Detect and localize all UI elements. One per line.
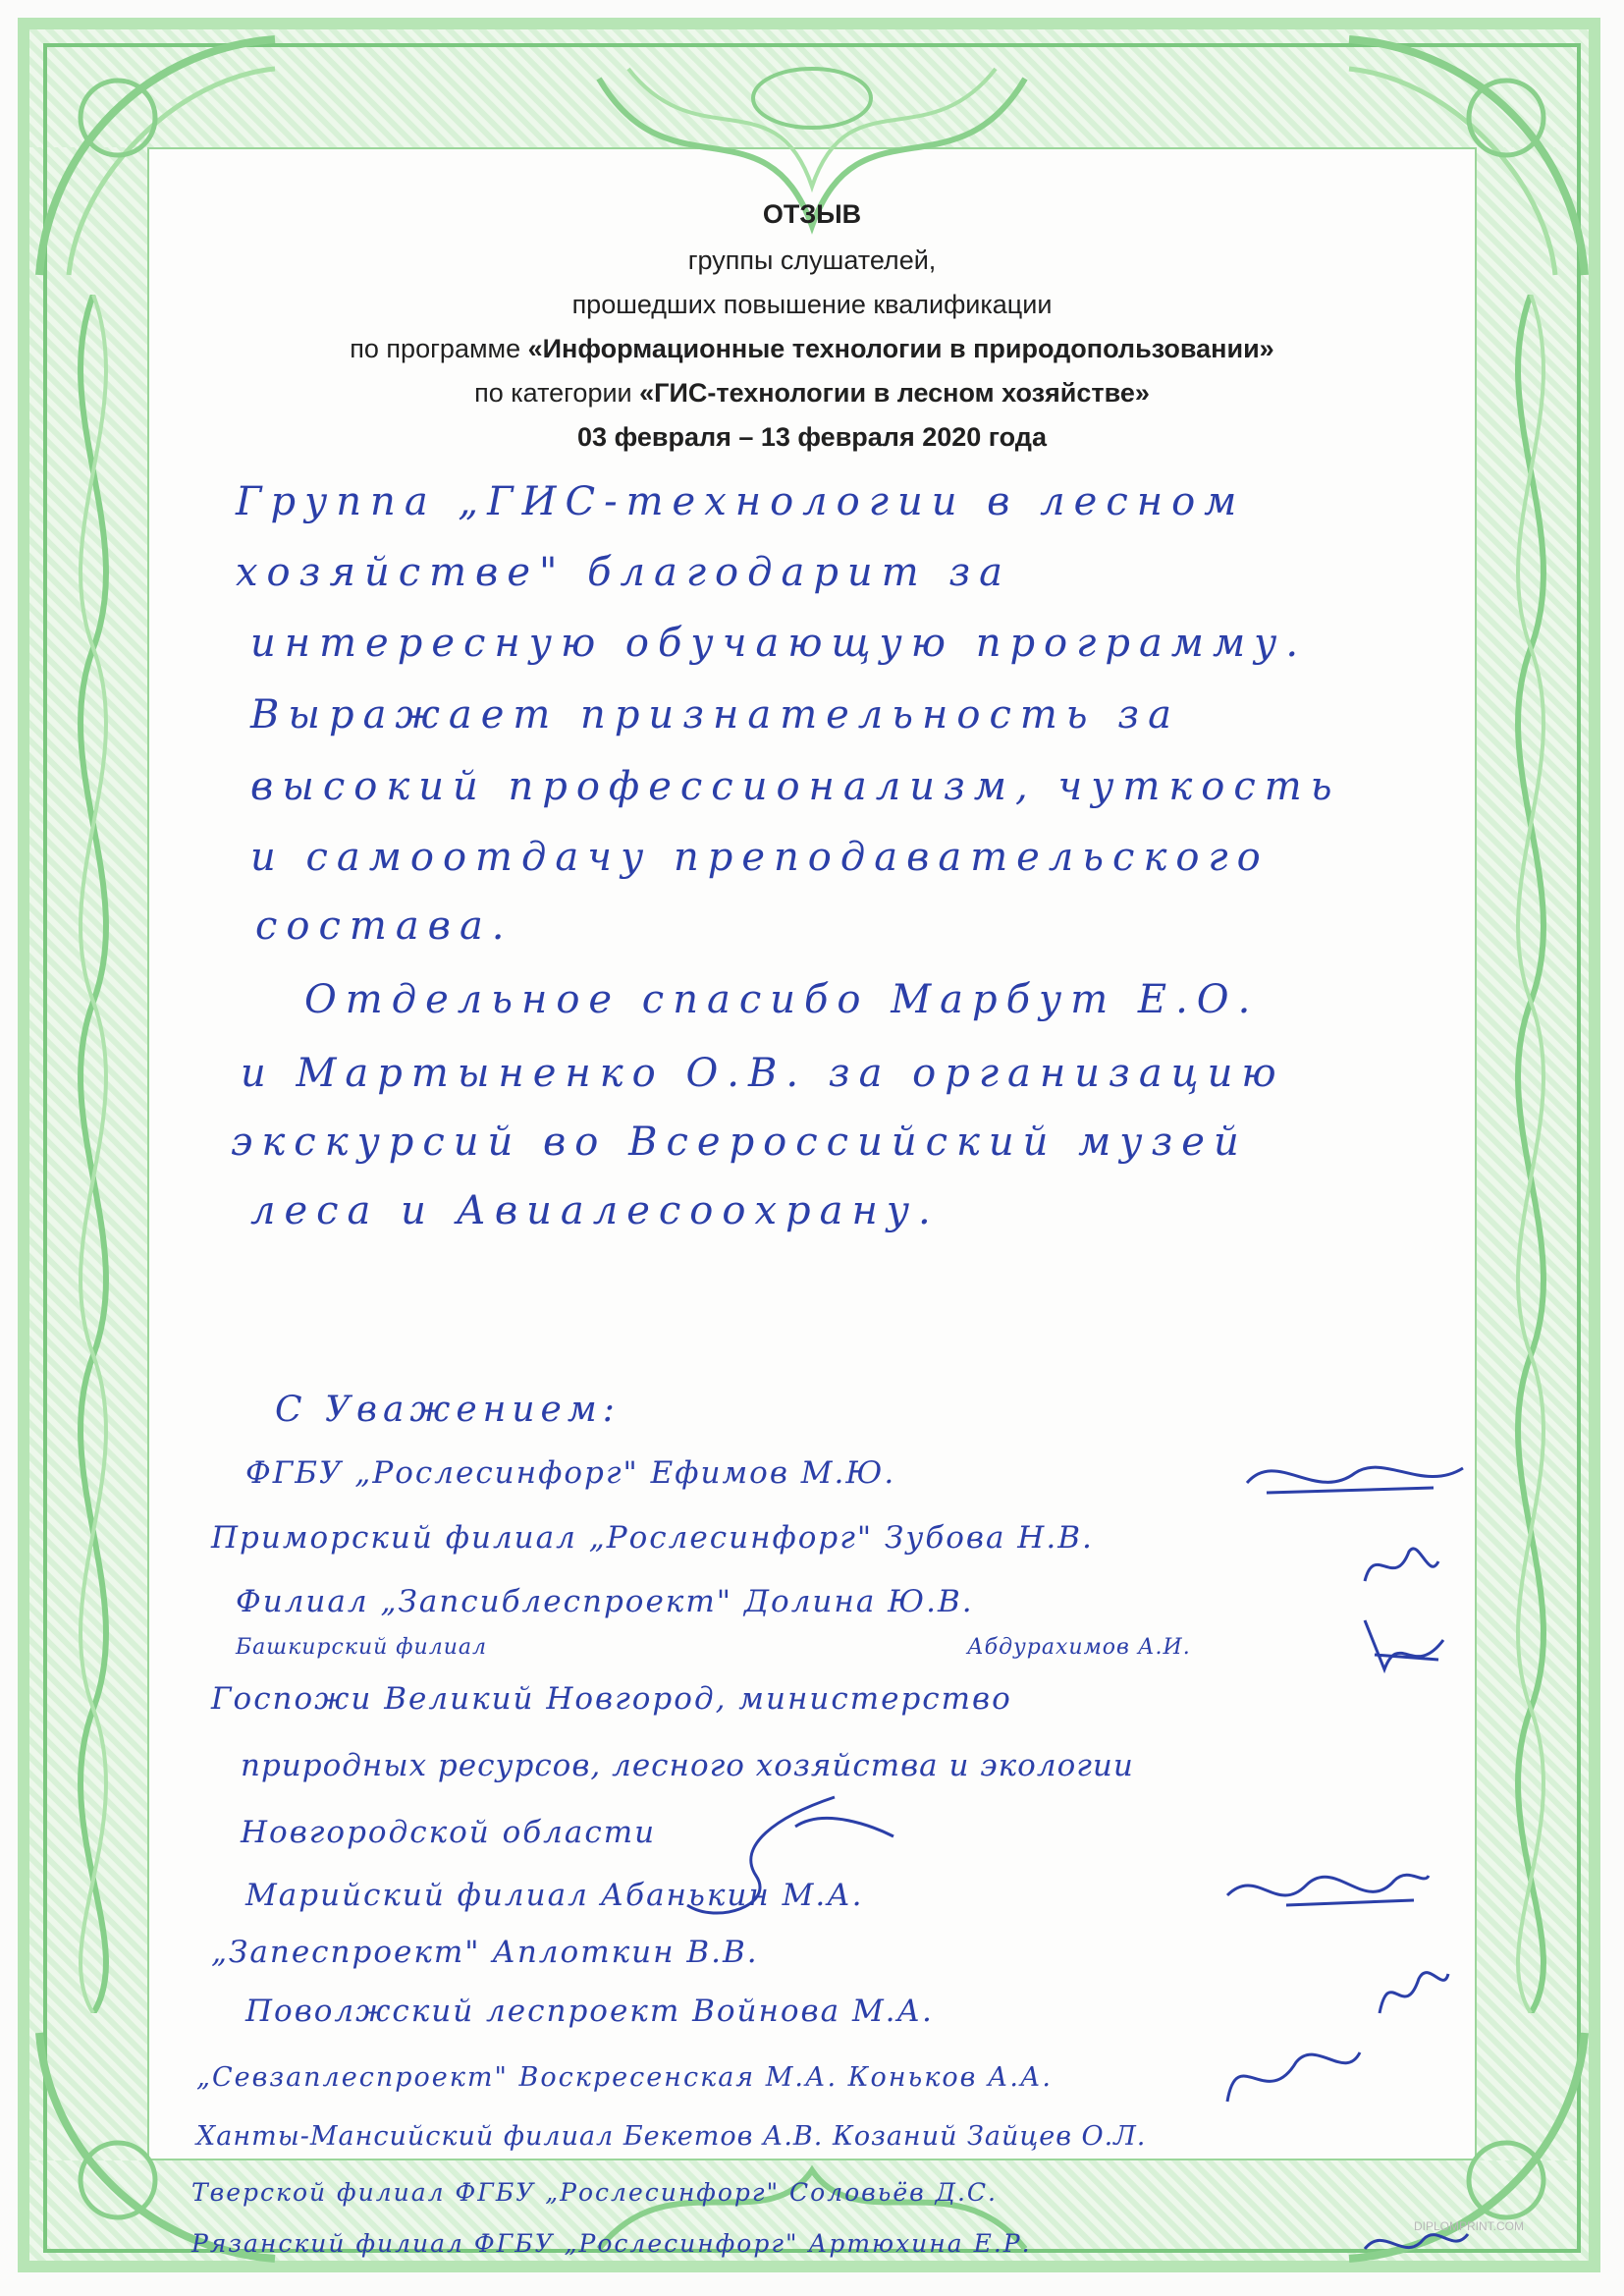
signature-scribble bbox=[1365, 1954, 1453, 2033]
signature-line: Абдурахимов А.И. bbox=[967, 1635, 1191, 1660]
signature-line: Поволжский леспроект Войнова М.А. bbox=[245, 1994, 934, 2029]
ornament-left-edge bbox=[39, 295, 147, 2013]
signature-scribble bbox=[1218, 1846, 1434, 1935]
header-program-line bbox=[0, 334, 1624, 364]
header-line-2: прошедших повышение квалификации bbox=[571, 290, 1053, 319]
signature-line: „Севзаплеспроект" Воскресенская М.А. Коньков А.А. bbox=[196, 2062, 1053, 2093]
signature-scribble bbox=[1355, 1532, 1443, 1601]
signature-line: Марийский филиал Абанькин М.А. bbox=[245, 1878, 864, 1913]
signature-line: ФГБУ „Рослесинфорг" Ефимов М.Ю. bbox=[245, 1455, 896, 1491]
handwritten-line: состава. bbox=[255, 903, 514, 949]
handwritten-line: и самоотдачу преподавательского bbox=[250, 835, 1270, 880]
signature-line: Новгородской области bbox=[241, 1815, 657, 1850]
signature-line: Рязанский филиал ФГБУ „Рослесинфорг" Артюхина Е.Р. bbox=[191, 2229, 1032, 2258]
handwritten-line: Отдельное спасибо Марбут Е.О. bbox=[304, 977, 1260, 1022]
course-dates: 03 февраля – 13 февраля 2020 года bbox=[577, 422, 1047, 452]
signature-scribble bbox=[1345, 1611, 1453, 1689]
handwritten-line: интересную обучающую программу. bbox=[250, 621, 1308, 666]
signature-line: Филиал „Запсиблеспроект" Долина Ю.В. bbox=[236, 1584, 974, 1619]
signature-line: „Запеспроект" Аплоткин В.В. bbox=[211, 1935, 759, 1970]
signature-line: Госпожи Великий Новгород, министерство bbox=[211, 1681, 1012, 1717]
handwritten-line: Выражает признательность за bbox=[250, 692, 1180, 738]
signature-line: Тверской филиал ФГБУ „Рослесинфорг" Соловьёв Д.С. bbox=[191, 2178, 998, 2207]
handwritten-line: и Мартыненко О.В. за организацию bbox=[241, 1051, 1285, 1096]
watermark: DIPLOMPRINT.COM bbox=[1414, 2219, 1525, 2233]
program-prefix: по программе bbox=[350, 334, 528, 363]
handwritten-line: экскурсий во Всероссийский музей bbox=[231, 1120, 1248, 1165]
signature-scribble bbox=[1208, 2033, 1365, 2121]
handwritten-line: высокий профессионализм, чуткость bbox=[250, 764, 1341, 809]
category-name: «ГИС-технологии в лесном хозяйстве» bbox=[639, 378, 1150, 408]
document-title: ОТЗЫВ bbox=[762, 199, 862, 229]
signature-line: природных ресурсов, лесного хозяйства и экологии bbox=[241, 1748, 1134, 1783]
category-prefix: по категории bbox=[474, 378, 640, 408]
signature-line: Ханты-Мансийский филиал Бекетов А.В. Козаний Зайцев О.Л. bbox=[196, 2121, 1147, 2152]
handwritten-line: хозяйстве" благодарит за bbox=[236, 550, 1012, 595]
header-line-1: группы слушателей, bbox=[687, 246, 937, 275]
handwritten-line: Группа „ГИС-технологии в лесном bbox=[236, 479, 1246, 524]
header-category-line bbox=[0, 378, 1624, 409]
handwritten-line: леса и Авиалесоохрану. bbox=[250, 1188, 940, 1233]
program-name: «Информационные технологии в природопользовании» bbox=[527, 334, 1274, 363]
signature-line: Башкирский филиал bbox=[236, 1635, 487, 1660]
ornament-right-edge bbox=[1477, 295, 1585, 2013]
greeting: С Уважением: bbox=[275, 1390, 621, 1430]
signature-line: Приморский филиал „Рослесинфорг" Зубова Н.В. bbox=[211, 1520, 1094, 1556]
signature-scribble bbox=[677, 1787, 903, 1935]
signature-scribble bbox=[1237, 1444, 1473, 1512]
